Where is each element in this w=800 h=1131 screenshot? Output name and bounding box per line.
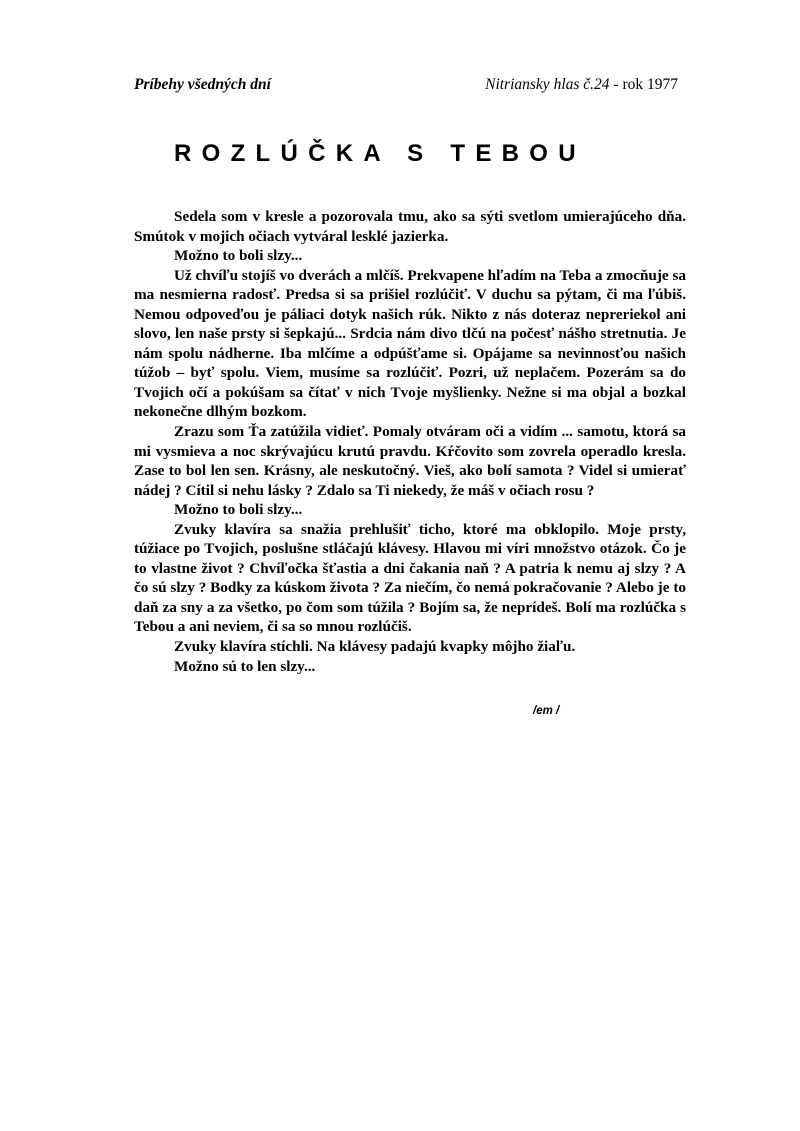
paragraph: Už chvíľu stojíš vo dverách a mlčíš. Prekvapene hľadím na Teba a zmocňuje sa ma nesmierna radosť. Predsa si sa prišiel rozlúčiť. V duchu sa pýtam, či ma ľúbiš. Nemou odpoveďou je páliaci dotyk našich rúk. Nikto z nás doteraz nepreriekol ani slovo, len naše prsty si šepkajú... Srdcia nám divo tlčú na počesť nášho stretnutia. Je nám spolu nádherne. Iba mlčíme a odpúšťame si. Opájame sa nevinnosťou našich túžob – byť spolu. Viem, musíme sa rozlúčiť. Pozri, už neplačem. Pozerám sa do Tvojich očí a pokúšam sa čítať v nich Tvoje myšlienky. Nežne si ma objal a bozkal nekonečne dlhým bozkom. (134, 266, 686, 421)
paragraph: Zvuky klavíra sa snažia prehlušiť ticho, ktoré ma obklopilo. Moje prsty, túžiace po Tvojich, poslušne stláčajú klávesy. Hlavou mi víri množstvo otázok. Čo je to vlastne život ? Chvíľočka šťastia a dni čakania naň ? A patria k nemu aj slzy ? A čo sú slzy ? Bodky za kúskom života ? Za niečím, čo nemá pokračovanie ? Alebo je to daň za sny a za všetko, po čom som túžila ? Bojím sa, že neprídeš. Bolí ma rozlúčka s Tebou a ani neviem, či sa so mnou rozlúčiš. (134, 520, 686, 636)
publication-year: - rok 1977 (609, 76, 678, 93)
author-signature: /em / (533, 705, 560, 717)
paragraph: Možno to boli slzy... (174, 247, 303, 265)
paragraph: Zvuky klavíra stíchli. Na klávesy padajú kvapky môjho žiaľu. (174, 638, 576, 656)
paragraph: Možno to boli slzy... (174, 501, 303, 519)
publication-name: Nitriansky hlas č.24 (485, 76, 610, 93)
publication-info (485, 76, 678, 94)
paragraph: Možno sú to len slzy... (174, 657, 316, 675)
story-body (134, 207, 686, 676)
paragraph: Sedela som v kresle a pozorovala tmu, ako sa sýti svetlom umierajúceho dňa. Smútok v mojich očiach vytváral lesklé jazierka. (134, 208, 686, 245)
section-title: Príbehy všedných dní (134, 76, 271, 93)
story-title: ROZLÚČKA S TEBOU (174, 140, 586, 167)
paragraph: Zrazu som Ťa zatúžila vidieť. Pomaly otváram oči a vidím ... samotu, ktorá sa mi vysmieva a noc skrývajúcu krutú pravdu. Kŕčovito som zovrela operadlo kresla. Zase to bol len sen. Krásny, ale neskutočný. Vieš, ako bolí samota ? Videl si umierať nádej ? Cítil si nehu lásky ? Zdalo sa Ti niekedy, že máš v očiach rosu ? (134, 423, 686, 499)
